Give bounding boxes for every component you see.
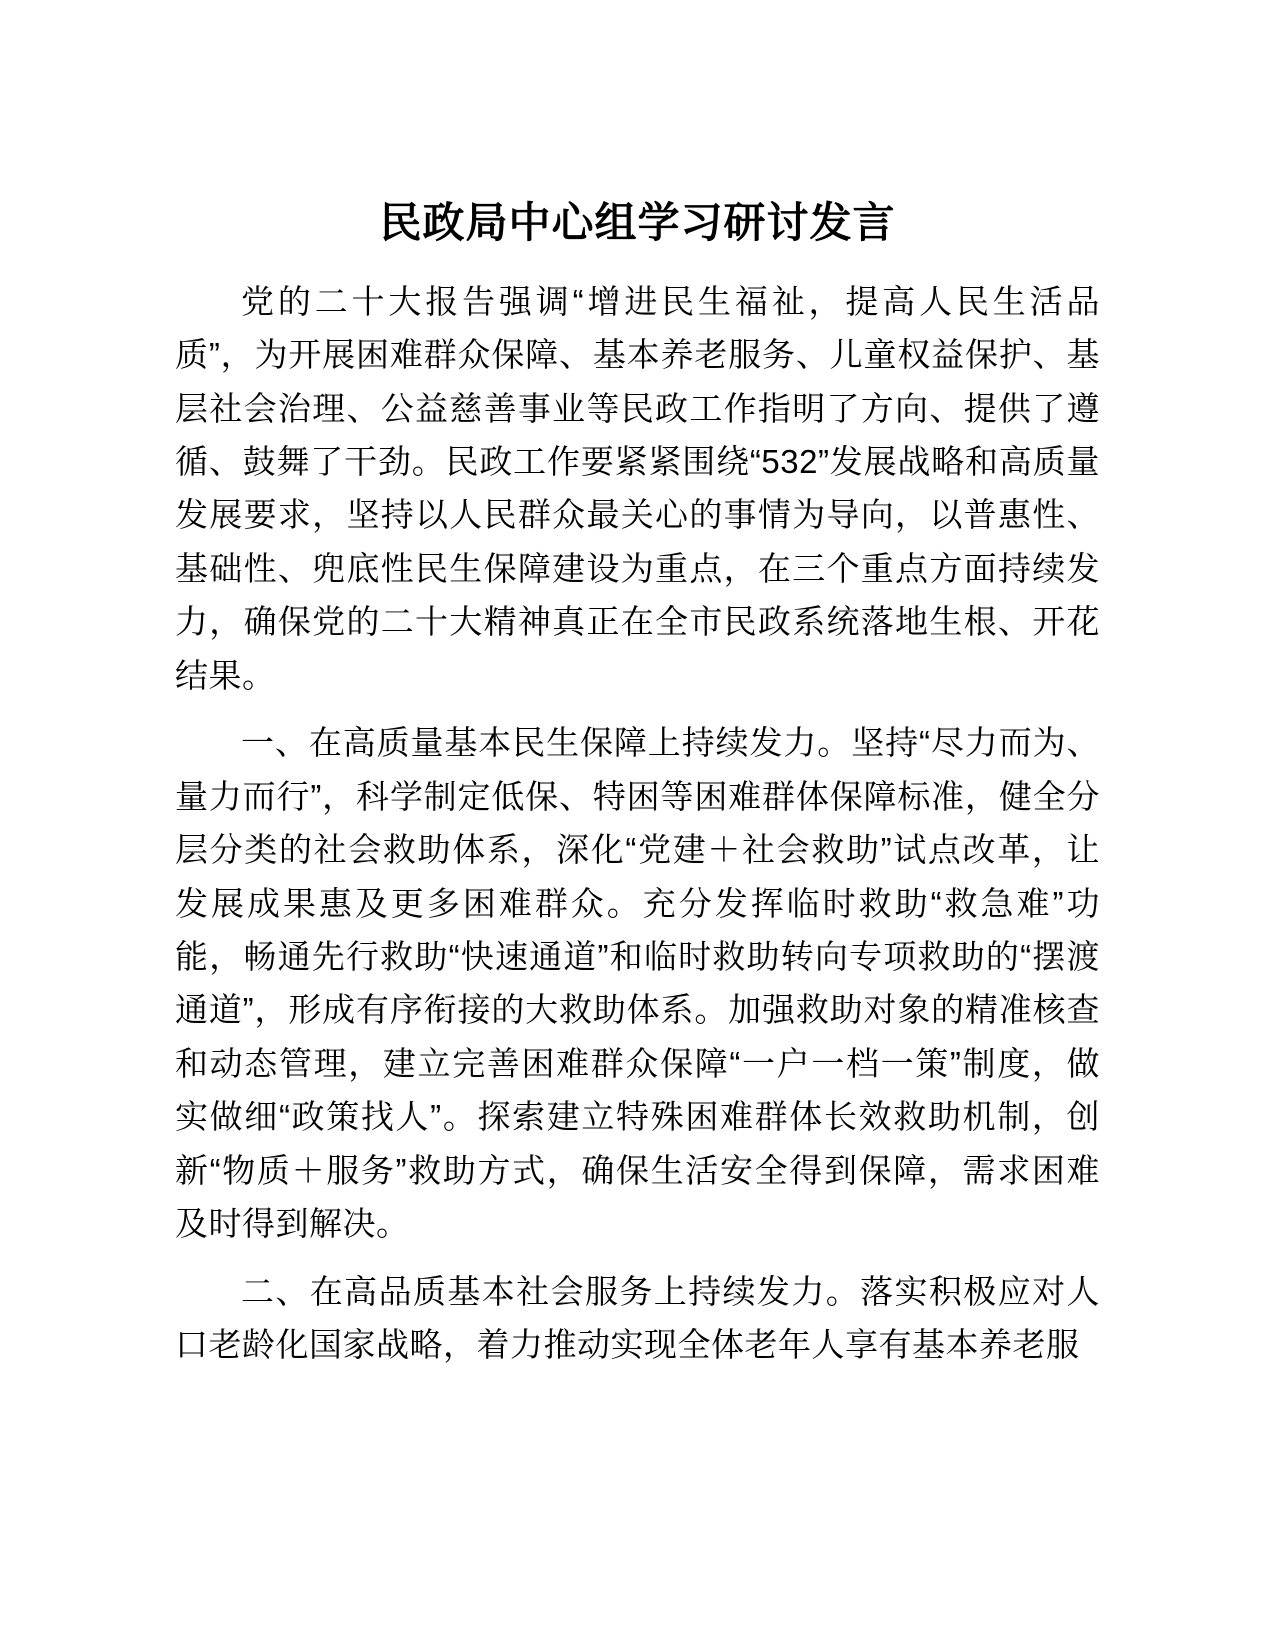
document-title: 民政局中心组学习研讨发言	[379, 199, 896, 246]
paragraph-3: 二、在高品质基本社会服务上持续发力。落实积极应对人口老龄化国家战略，着力推动实现全体老年人享有基本养老服	[175, 1272, 1100, 1364]
paragraph-1: 党的二十大报告强调“增进民生福祉，提高人民生活品质”，为开展困难群众保障、基本养老服务、儿童权益保护、基层社会治理、公益慈善事业等民政工作指明了方向、提供了遵循、鼓舞了干劲。民政工作要紧紧围绕“532”发展战略和高质量发展要求，坚持以人民群众最关心的事情为导向，以普惠性、基础性、兜底性民生保障建设为重点，在三个重点方面持续发力，确保党的二十大精神真正在全市民政系统落地生根、开花结果。	[175, 282, 1100, 694]
paragraph-2: 一、在高质量基本民生保障上持续发力。坚持“尽力而为、量力而行”，科学制定低保、特困等困难群体保障标准，健全分层分类的社会救助体系，深化“党建＋社会救助”试点改革，让发展成果惠及更多困难群众。充分发挥临时救助“救急难”功能，畅通先行救助“快速通道”和临时救助转向专项救助的“摆渡通道”，形成有序衔接的大救助体系。加强救助对象的精准核查和动态管理，建立完善困难群众保障“一户一档一策”制度，做实做细“政策找人”。探索建立特殊困难群体长效救助机制，创新“物质＋服务”救助方式，确保生活安全得到保障，需求困难及时得到解决。	[175, 724, 1100, 1243]
